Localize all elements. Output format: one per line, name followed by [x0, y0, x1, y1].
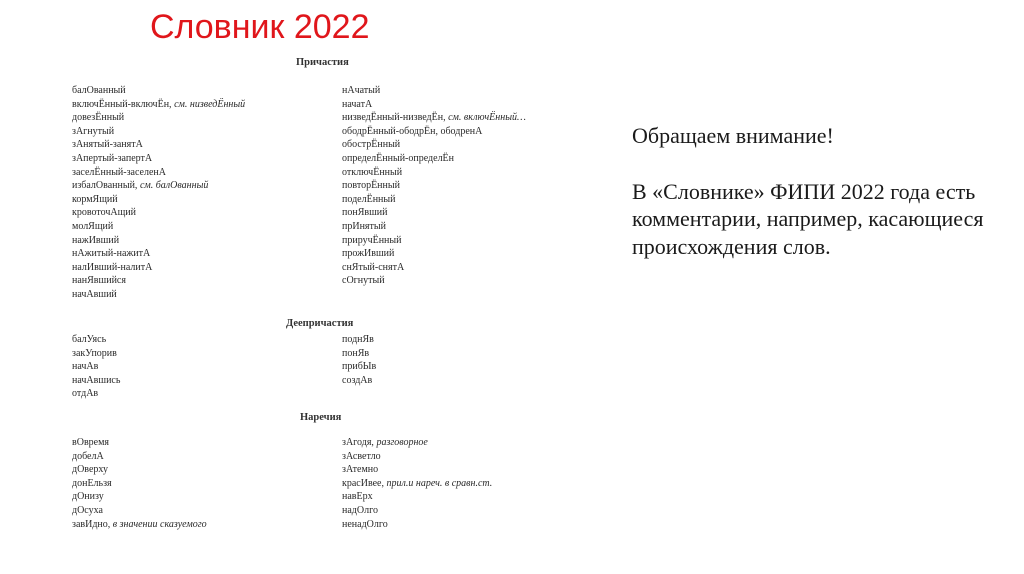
dictionary-entry: [342, 206, 526, 220]
entry-note: разговорное: [376, 437, 428, 448]
dictionary-entry: [72, 387, 120, 401]
entry-word: понЯв: [342, 347, 370, 359]
dictionary-entry: [72, 463, 207, 477]
entry-word: обострЁнный: [342, 139, 401, 151]
dictionary-entry: [72, 220, 245, 234]
dictionary-entry: [342, 111, 526, 125]
entry-word: кормЯщий: [72, 193, 118, 205]
entry-word: зАтемно: [342, 464, 379, 476]
gerunds-heading: Деепричастия: [286, 318, 354, 329]
dictionary-entry: [342, 436, 492, 450]
dictionary-entry: [342, 463, 492, 477]
dictionary-entry: [342, 166, 526, 180]
entry-word: прожИвший: [342, 248, 395, 260]
dictionary-entry: [72, 274, 245, 288]
entry-word: создАв: [342, 374, 373, 386]
dictionary-entry: [342, 274, 526, 288]
dictionary-entry: [72, 504, 207, 518]
dictionary-entry: [342, 220, 526, 234]
scanned-dictionary-page: [60, 52, 580, 532]
dictionary-entry: [72, 374, 120, 388]
participles-heading: Причастия: [296, 57, 349, 68]
dictionary-entry: [342, 125, 526, 139]
entry-word: красИвее,: [342, 477, 384, 489]
entry-word: вОвремя: [72, 437, 110, 448]
dictionary-entry: [342, 179, 526, 193]
entry-word: зАгнутый: [72, 125, 115, 137]
adverbs-right-list: [342, 436, 492, 531]
dictionary-entry: [342, 360, 376, 374]
dictionary-entry: [342, 247, 526, 261]
dictionary-entry: [72, 450, 207, 464]
dictionary-entry: [342, 477, 492, 491]
entry-note: в значении сказуемого: [112, 518, 207, 530]
entry-word: понЯвший: [342, 207, 388, 219]
entry-word: прибЫв: [342, 361, 377, 373]
dictionary-entry: [72, 98, 245, 112]
participles-left-list: [72, 84, 245, 302]
entry-word: начАвший: [72, 288, 117, 300]
dictionary-entry: [342, 504, 492, 518]
entry-word: ободрЁнный-ободрЁн, ободренА: [342, 125, 483, 137]
dictionary-entry: [72, 138, 245, 152]
dictionary-entry: [342, 261, 526, 275]
participles-right-list: [342, 84, 526, 288]
entry-word: завИдно,: [72, 518, 111, 530]
dictionary-entry: [72, 111, 245, 125]
gerunds-right-list: [342, 333, 376, 387]
dictionary-entry: [72, 436, 207, 450]
slide-title: Словник 2022: [150, 8, 370, 46]
entry-word: зАсветло: [342, 450, 381, 462]
dictionary-entry: [72, 247, 245, 261]
dictionary-entry: [72, 347, 120, 361]
entry-word: начатА: [342, 98, 373, 110]
entry-word: ненадОлго: [342, 518, 388, 530]
dictionary-entry: [72, 360, 120, 374]
entry-word: поделЁнный: [342, 193, 396, 205]
entry-word: определЁнный-определЁн: [342, 152, 455, 164]
dictionary-entry: [72, 333, 120, 347]
entry-word: зАпертый-запертА: [72, 152, 153, 164]
dictionary-entry: [342, 84, 526, 98]
entry-word: закУпорив: [72, 347, 117, 359]
entry-word: поднЯв: [342, 334, 374, 345]
entry-word: молЯщий: [72, 220, 114, 232]
entry-word: отключЁнный: [342, 166, 403, 178]
entry-word: налИвший-налитА: [72, 261, 153, 273]
entry-word: довезЁнный: [72, 112, 125, 124]
dictionary-entry: [342, 193, 526, 207]
entry-word: дОсуха: [72, 504, 103, 516]
entry-word: включЁнный-включЁн,: [72, 98, 172, 110]
entry-word: нажИвший: [72, 234, 120, 246]
entry-note: прил.и нареч. в сравн.ст.: [386, 477, 493, 489]
entry-word: нанЯвшийся: [72, 275, 126, 287]
entry-note: см. балОванный: [139, 180, 209, 192]
entry-word: отдАв: [72, 388, 99, 400]
entry-word: избалОванный,: [72, 180, 138, 192]
entry-word: приручЁнный: [342, 234, 402, 246]
dictionary-entry: [72, 477, 207, 491]
dictionary-entry: [342, 138, 526, 152]
dictionary-entry: [342, 152, 526, 166]
gerunds-left-list: [72, 333, 120, 401]
entry-word: прИнятый: [342, 220, 386, 232]
entry-word: кровоточАщий: [72, 207, 137, 219]
dictionary-entry: [72, 518, 207, 532]
dictionary-entry: [342, 234, 526, 248]
entry-word: зАгодя,: [342, 437, 374, 448]
entry-word: балУясь: [72, 334, 107, 345]
dictionary-entry: [342, 490, 492, 504]
dictionary-entry: [72, 84, 245, 98]
entry-note: см. низведЁнный: [174, 98, 246, 110]
dictionary-entry: [72, 490, 207, 504]
entry-word: начАв: [72, 361, 99, 373]
dictionary-entry: [72, 234, 245, 248]
entry-word: нАжитый-нажитА: [72, 248, 151, 260]
entry-word: низведЁнный-низведЁн,: [342, 112, 446, 124]
entry-word: повторЁнный: [342, 180, 400, 192]
entry-word: начАвшись: [72, 374, 121, 386]
dictionary-entry: [72, 125, 245, 139]
dictionary-entry: [72, 193, 245, 207]
entry-word: навЕрх: [342, 491, 373, 503]
entry-word: донЕльзя: [72, 477, 112, 489]
entry-word: снЯтый-снятА: [342, 261, 405, 273]
adverbs-heading: Наречия: [300, 412, 342, 423]
entry-note: см. включЁнный…: [448, 112, 526, 124]
comment-box: [632, 122, 1012, 260]
entry-word: нАчатый: [342, 85, 381, 96]
entry-word: сОгнутый: [342, 275, 385, 287]
dictionary-entry: [342, 450, 492, 464]
dictionary-entry: [342, 518, 492, 532]
entry-word: добелА: [72, 450, 104, 462]
adverbs-left-list: [72, 436, 207, 531]
attention-line: Обращаем внимание!: [632, 123, 834, 148]
dictionary-entry: [72, 166, 245, 180]
dictionary-entry: [72, 152, 245, 166]
dictionary-entry: [72, 206, 245, 220]
entry-word: надОлго: [342, 504, 378, 516]
dictionary-entry: [342, 333, 376, 347]
comment-text: В «Словнике» ФИПИ 2022 года есть комментарии, например, касающиеся происхождения слов.: [632, 178, 984, 259]
dictionary-entry: [342, 98, 526, 112]
dictionary-entry: [72, 179, 245, 193]
entry-word: балОванный: [72, 85, 126, 96]
dictionary-entry: [72, 261, 245, 275]
dictionary-entry: [342, 347, 376, 361]
entry-word: зАнятый-занятА: [72, 139, 143, 151]
dictionary-entry: [72, 288, 245, 302]
entry-word: заселЁнный-заселенА: [72, 166, 166, 178]
entry-word: дОнизу: [72, 491, 104, 503]
dictionary-entry: [342, 374, 376, 388]
entry-word: дОверху: [72, 464, 109, 476]
